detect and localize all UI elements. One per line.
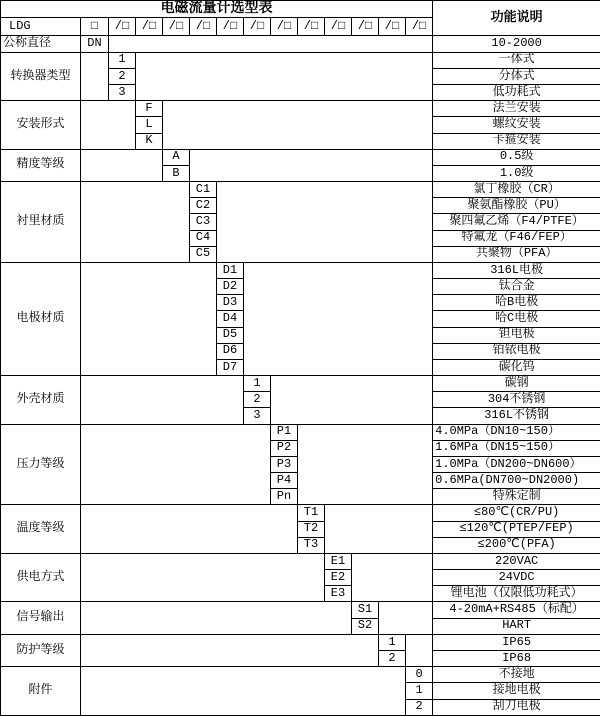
category-cell-signal-output: 信号输出	[1, 602, 81, 634]
desc-cell-power-supply-E2: 24VDC	[433, 570, 600, 586]
code-cell-protection-grade-1: 1	[379, 634, 406, 650]
desc-cell-nominal-diameter: 10-2000	[433, 36, 600, 52]
code-cell-accuracy-grade-A: A	[163, 149, 190, 165]
filler-cell	[81, 52, 109, 101]
desc-cell-accessories-0: 不接地	[433, 667, 600, 683]
desc-cell-temperature-grade-T1: ≤80℃(CR/PU)	[433, 505, 600, 521]
desc-cell-accessories-1: 接地电极	[433, 683, 600, 699]
desc-cell-accuracy-grade-B: 1.0级	[433, 165, 600, 181]
model-code-slot: /□	[379, 18, 406, 36]
code-cell-installation-type-L: L	[136, 117, 163, 133]
filler-cell	[81, 602, 352, 634]
desc-cell-power-supply-E3: 锂电池（仅限低功耗式）	[433, 586, 600, 602]
code-cell-power-supply-E2: E2	[325, 570, 352, 586]
desc-cell-accessories-2: 刮刀电极	[433, 699, 600, 715]
code-cell-lining-material-C5: C5	[190, 246, 217, 262]
code-cell-temperature-grade-T1: T1	[298, 505, 325, 521]
code-cell-electrode-material-D4: D4	[217, 311, 244, 327]
category-cell-temperature-grade: 温度等级	[1, 505, 81, 554]
code-cell-housing-material-1: 1	[244, 376, 271, 392]
filler-cell	[81, 262, 217, 375]
code-cell-pressure-grade-P1: P1	[271, 424, 298, 440]
category-cell-nominal-diameter: 公称直径	[1, 36, 81, 52]
model-code-slot: /□	[298, 18, 325, 36]
desc-cell-protection-grade-2: IP68	[433, 651, 600, 667]
desc-cell-housing-material-2: 304不锈钢	[433, 392, 600, 408]
desc-cell-power-supply-E1: 220VAC	[433, 553, 600, 569]
category-cell-housing-material: 外壳材质	[1, 376, 81, 425]
code-cell-electrode-material-D3: D3	[217, 295, 244, 311]
code-cell-electrode-material-D5: D5	[217, 327, 244, 343]
code-cell-installation-type-K: K	[136, 133, 163, 149]
table-title: 电磁流量计选型表	[1, 1, 433, 18]
filler-cell	[81, 376, 244, 425]
category-cell-accessories: 附件	[1, 667, 81, 716]
category-cell-power-supply: 供电方式	[1, 553, 81, 602]
model-code-slot: /□	[163, 18, 190, 36]
code-cell-converter-type-2: 2	[109, 68, 136, 84]
filler-cell	[352, 553, 433, 602]
category-cell-accuracy-grade: 精度等级	[1, 149, 81, 181]
code-cell-installation-type-F: F	[136, 101, 163, 117]
category-cell-installation-type: 安装形式	[1, 101, 81, 150]
model-code-slot: /□	[406, 18, 433, 36]
filler-cell	[244, 262, 433, 375]
desc-cell-electrode-material-D1: 316L电极	[433, 262, 600, 278]
model-code-slot: /□	[271, 18, 298, 36]
desc-cell-lining-material-C5: 共聚物（PFA）	[433, 246, 600, 262]
code-cell-lining-material-C4: C4	[190, 230, 217, 246]
code-cell-pressure-grade-P2: P2	[271, 440, 298, 456]
desc-cell-temperature-grade-T2: ≤120℃(PTEP/FEP)	[433, 521, 600, 537]
model-code-slot: /□	[325, 18, 352, 36]
filler-cell	[217, 182, 433, 263]
desc-cell-installation-type-L: 螺纹安装	[433, 117, 600, 133]
code-cell-housing-material-3: 3	[244, 408, 271, 424]
code-cell-converter-type-3: 3	[109, 84, 136, 100]
desc-cell-installation-type-K: 卡箍安装	[433, 133, 600, 149]
desc-cell-signal-output-S1: 4-20mA+RS485（标配）	[433, 602, 600, 618]
filler-cell	[298, 424, 433, 505]
desc-cell-temperature-grade-T3: ≤200℃(PFA)	[433, 537, 600, 553]
code-cell-dn: DN	[81, 36, 109, 52]
category-cell-electrode-material: 电极材质	[1, 262, 81, 375]
desc-cell-pressure-grade-Pn: 特殊定制	[433, 489, 600, 505]
code-cell-pressure-grade-Pn: Pn	[271, 489, 298, 505]
model-code-box: □	[81, 18, 109, 36]
desc-cell-electrode-material-D2: 钛合金	[433, 279, 600, 295]
code-cell-signal-output-S2: S2	[352, 618, 379, 634]
code-cell-accessories-0: 0	[406, 667, 433, 683]
desc-cell-signal-output-S2: HART	[433, 618, 600, 634]
code-cell-temperature-grade-T3: T3	[298, 537, 325, 553]
code-cell-pressure-grade-P3: P3	[271, 456, 298, 472]
code-cell-electrode-material-D2: D2	[217, 279, 244, 295]
filler-cell	[81, 149, 163, 181]
code-cell-protection-grade-2: 2	[379, 651, 406, 667]
desc-cell-converter-type-1: 一体式	[433, 52, 600, 68]
desc-cell-lining-material-C3: 聚四氟乙烯（F4/PTFE）	[433, 214, 600, 230]
category-cell-protection-grade: 防护等级	[1, 634, 81, 666]
filler-cell	[81, 667, 406, 716]
desc-cell-lining-material-C1: 氯丁橡胶（CR）	[433, 182, 600, 198]
desc-cell-housing-material-1: 碳钢	[433, 376, 600, 392]
desc-cell-electrode-material-D6: 铂铱电极	[433, 343, 600, 359]
category-cell-converter-type: 转换器类型	[1, 52, 81, 101]
desc-cell-lining-material-C2: 聚氨酯橡胶（PU）	[433, 198, 600, 214]
filler-cell	[81, 424, 271, 505]
filler-cell	[163, 101, 433, 150]
model-code-slot: /□	[217, 18, 244, 36]
category-cell-pressure-grade: 压力等级	[1, 424, 81, 505]
desc-cell-electrode-material-D3: 哈B电极	[433, 295, 600, 311]
model-prefix-cell: LDG	[1, 18, 81, 36]
category-cell-lining-material: 衬里材质	[1, 182, 81, 263]
desc-cell-converter-type-3: 低功耗式	[433, 84, 600, 100]
code-cell-lining-material-C3: C3	[190, 214, 217, 230]
code-cell-lining-material-C2: C2	[190, 198, 217, 214]
desc-cell-pressure-grade-P3: 1.0MPa（DN200~DN600）	[433, 456, 600, 472]
desc-cell-electrode-material-D5: 钽电极	[433, 327, 600, 343]
model-code-slot: /□	[352, 18, 379, 36]
model-code-slot: /□	[109, 18, 136, 36]
code-cell-converter-type-1: 1	[109, 52, 136, 68]
code-cell-electrode-material-D1: D1	[217, 262, 244, 278]
filler-cell	[81, 634, 379, 666]
code-cell-pressure-grade-P4: P4	[271, 473, 298, 489]
filler-cell	[325, 505, 433, 554]
desc-cell-electrode-material-D7: 碳化钨	[433, 359, 600, 375]
code-cell-housing-material-2: 2	[244, 392, 271, 408]
code-cell-power-supply-E3: E3	[325, 586, 352, 602]
code-cell-temperature-grade-T2: T2	[298, 521, 325, 537]
filler-cell	[81, 553, 325, 602]
code-cell-lining-material-C1: C1	[190, 182, 217, 198]
code-cell-power-supply-E1: E1	[325, 553, 352, 569]
desc-cell-electrode-material-D4: 哈C电极	[433, 311, 600, 327]
filler-cell	[81, 101, 136, 150]
function-description-header: 功能说明	[433, 1, 600, 36]
desc-cell-pressure-grade-P4: 0.6MPa(DN700~DN2000)	[433, 473, 600, 489]
desc-cell-converter-type-2: 分体式	[433, 68, 600, 84]
desc-cell-lining-material-C4: 特氟龙（F46/FEP）	[433, 230, 600, 246]
code-cell-signal-output-S1: S1	[352, 602, 379, 618]
code-cell-electrode-material-D6: D6	[217, 343, 244, 359]
filler-cell	[81, 182, 190, 263]
desc-cell-pressure-grade-P1: 4.0MPa（DN10~150）	[433, 424, 600, 440]
model-code-slot: /□	[190, 18, 217, 36]
code-cell-accessories-1: 1	[406, 683, 433, 699]
filler-cell	[81, 505, 298, 554]
filler-cell	[271, 376, 433, 425]
desc-cell-installation-type-F: 法兰安装	[433, 101, 600, 117]
desc-cell-accuracy-grade-A: 0.5级	[433, 149, 600, 165]
filler-cell	[190, 149, 433, 181]
code-cell-accuracy-grade-B: B	[163, 165, 190, 181]
desc-cell-housing-material-3: 316L不锈钢	[433, 408, 600, 424]
filler-cell	[406, 634, 433, 666]
filler-cell	[136, 52, 433, 101]
code-cell-electrode-material-D7: D7	[217, 359, 244, 375]
desc-cell-pressure-grade-P2: 1.6MPa（DN15~150）	[433, 440, 600, 456]
code-cell-accessories-2: 2	[406, 699, 433, 715]
model-code-slot: /□	[136, 18, 163, 36]
desc-cell-protection-grade-1: IP65	[433, 634, 600, 650]
model-code-slot: /□	[244, 18, 271, 36]
filler-cell	[109, 36, 433, 52]
filler-cell	[379, 602, 433, 634]
